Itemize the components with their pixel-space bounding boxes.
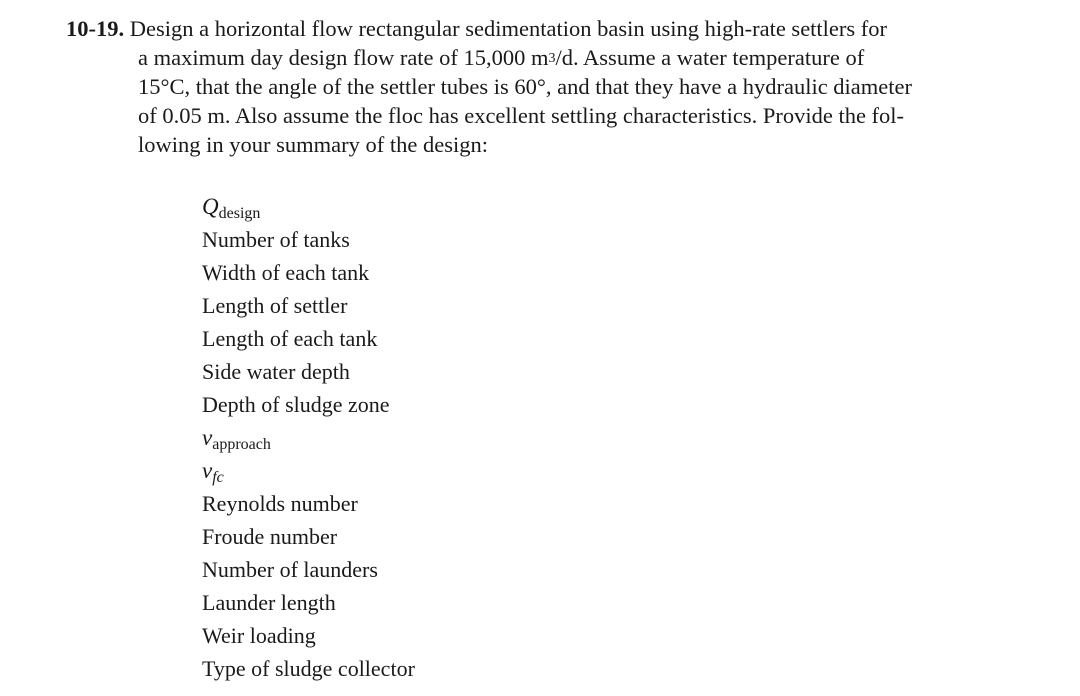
summary-item-side-water-depth: Side water depth (202, 359, 350, 384)
problem-text-3: 15°C, that the angle of the settler tubes is 60°, and that they have a hydraulic diameter (138, 74, 913, 99)
problem-line-1 (66, 14, 1006, 43)
v-approach-subscript: approach (212, 436, 271, 453)
problem-line-3 (66, 72, 1006, 101)
summary-item-length-of-settler: Length of settler (202, 293, 348, 318)
problem-line-2 (66, 43, 1006, 72)
problem-text-4: of 0.05 m. Also assume the floc has excellent settling characteristics. Provide the fol- (138, 103, 905, 128)
summary-item-type-of-sludge-collector: Type of sludge collector (202, 656, 415, 681)
summary-item-launder-length: Launder length (202, 590, 336, 615)
summary-item-length-of-each-tank: Length of each tank (202, 326, 378, 351)
summary-item-number-of-launders: Number of launders (202, 557, 378, 582)
problem-line-5 (66, 130, 1006, 159)
summary-item-width-of-each-tank: Width of each tank (202, 260, 370, 285)
v-fc-symbol: v (202, 458, 213, 483)
q-subscript: design (218, 205, 261, 222)
summary-item-v-fc (202, 454, 415, 487)
cubic-superscript: 3 (548, 51, 556, 66)
summary-item-weir-loading: Weir loading (202, 623, 316, 648)
problem-statement (66, 14, 1006, 159)
v-approach-symbol: v (202, 425, 213, 450)
summary-item-froude-number: Froude number (202, 524, 338, 549)
summary-item-q-design (202, 190, 415, 223)
summary-item-depth-of-sludge-zone: Depth of sludge zone (202, 392, 390, 417)
problem-text-2a: a maximum day design flow rate of 15,000 m (138, 45, 549, 70)
summary-item-number-of-tanks: Number of tanks (202, 227, 350, 252)
problem-text-2b: /d. Assume a water temperature of (555, 45, 865, 70)
q-symbol: Q (202, 194, 219, 219)
summary-list (202, 190, 415, 685)
problem-line-4 (66, 101, 1006, 130)
problem-text-1: Design a horizontal flow rectangular sedimentation basin using high-rate settlers for (129, 16, 888, 41)
summary-item-v-approach (202, 421, 415, 454)
problem-text-5: lowing in your summary of the design: (138, 132, 488, 157)
v-fc-subscript: fc (212, 469, 224, 486)
problem-number: 10-19. (66, 16, 125, 41)
summary-item-reynolds-number: Reynolds number (202, 491, 358, 516)
